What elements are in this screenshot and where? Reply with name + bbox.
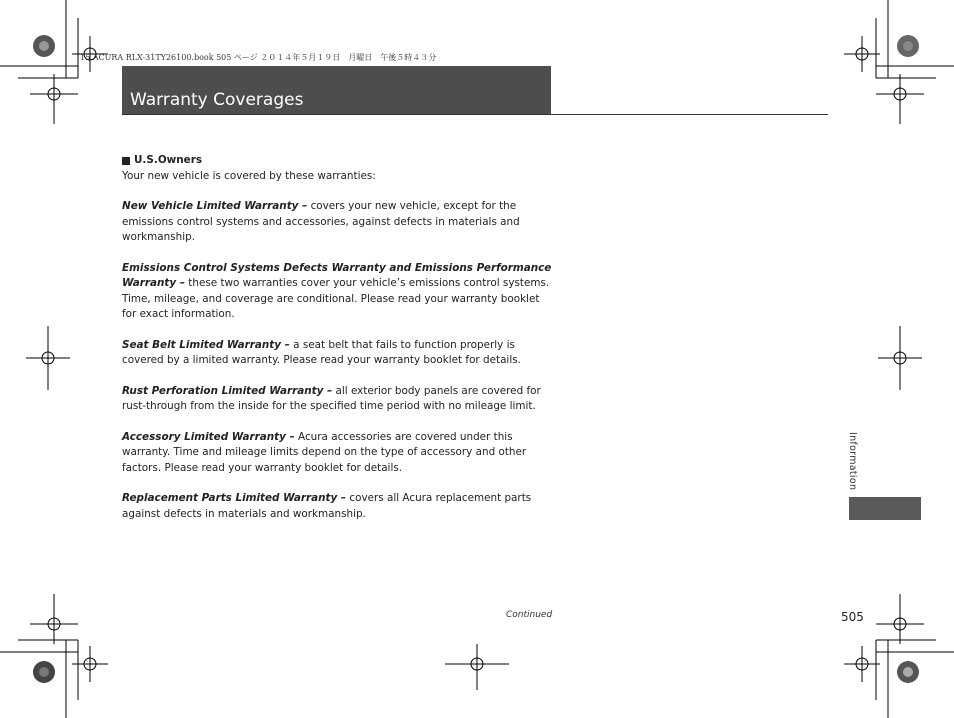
warranty-paragraph <box>122 338 554 369</box>
warranty-paragraph <box>122 384 554 415</box>
warranty-text: covers your new vehicle, except for the emissions control systems and accessories, against defects in materials and workmanship. <box>122 200 520 243</box>
side-tab[interactable] <box>849 497 921 520</box>
warranty-text: Acura accessories are covered under this warranty. Time and mileage limits depend on the type of accessory and other factors. Please read your warranty booklet for details. <box>122 430 527 474</box>
section-heading-text: U.S.Owners <box>134 154 203 166</box>
warranty-paragraph <box>122 261 554 323</box>
warranty-name: Accessory Limited Warranty – <box>122 430 295 443</box>
intro-text: Your new vehicle is covered by these warranties: <box>122 169 376 182</box>
title-rule <box>122 114 828 115</box>
warranty-name: Replacement Parts Limited Warranty – <box>122 492 347 504</box>
page-number: 505 <box>841 610 864 624</box>
square-bullet-icon <box>122 157 130 165</box>
print-header: 15 ACURA RLX-31TY26100.book 505 ページ ２０１４年５月１９日 月曜日 午後５時４３分 <box>80 53 437 62</box>
warranty-name: Seat Belt Limited Warranty – <box>122 338 290 351</box>
warranty-name: Rust Perforation Limited Warranty – <box>122 384 333 397</box>
page-title: Warranty Coverages <box>130 90 304 110</box>
title-bar <box>122 66 551 114</box>
warranty-paragraph <box>122 491 554 522</box>
continued-label: Continued <box>506 610 553 620</box>
warranty-text: covers all Acura replacement parts against defects in materials and workmanship. <box>122 492 532 520</box>
warranty-paragraph <box>122 430 554 477</box>
warranty-paragraph <box>122 199 554 246</box>
content <box>122 153 554 522</box>
section-heading <box>122 153 554 169</box>
warranty-text: these two warranties cover your vehicle’s emissions control systems. Time, mileage, and coverage are conditional. Please read your warranty booklet for exact information. <box>122 277 550 320</box>
warranty-text: a seat belt that fails to function properly is covered by a limited warranty. Please read your warranty booklet for details. <box>122 338 521 366</box>
side-tab-label: Information <box>847 432 858 491</box>
warranty-name: New Vehicle Limited Warranty – <box>122 200 308 212</box>
warranty-name: Emissions Control Systems Defects Warranty and Emissions Performance Warranty – <box>122 261 552 289</box>
warranty-text: all exterior body panels are covered for rust-through from the inside for the specified time period with no mileage limit. <box>122 384 541 412</box>
